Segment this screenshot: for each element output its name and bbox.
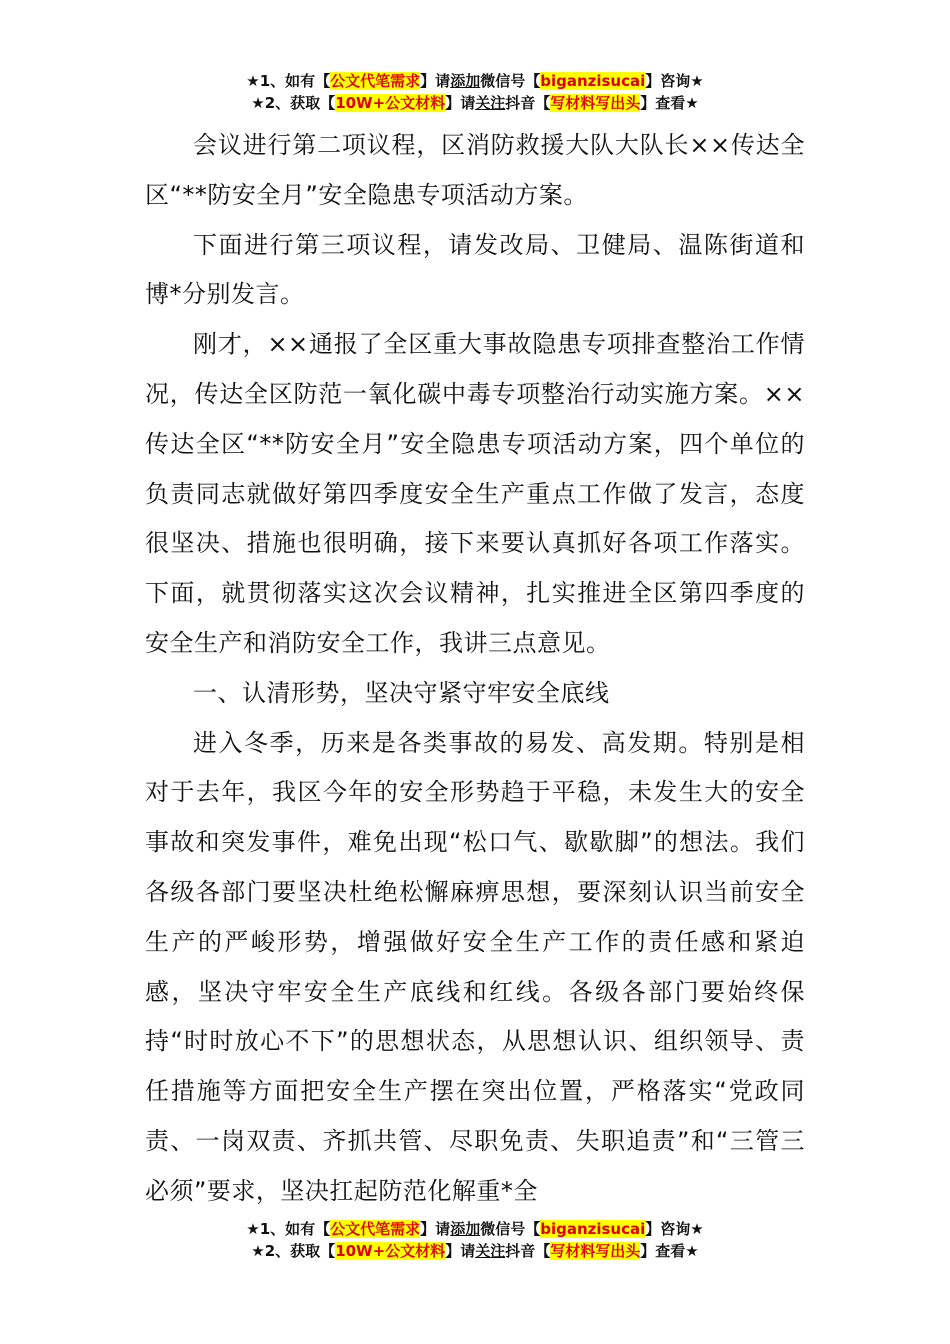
promo-line-1 (0, 1218, 950, 1240)
promo-text: 抖音【 (505, 94, 551, 112)
promo-line-1 (0, 70, 950, 92)
promo-highlight: 10W+公文材料 (335, 1242, 446, 1260)
promo-highlight: 写材料写出头 (550, 94, 641, 112)
paragraph-3: 刚才，××通报了全区重大事故隐患专项排查整治工作情况，传达全区防范一氧化碳中毒专项整治行动实施方案。××传达全区“**防安全月”安全隐患专项活动方案，四个单位的负责同志就做好第四季度安全生产重点工作做了发言，态度很坚决、措施也很明确，接下来要认真抓好各项工作落实。下面，就贯彻落实这次会议精神，扎实推进全区第四季度的安全生产和消防安全工作，我讲三点意见。 (145, 330, 805, 657)
paragraph-4: 进入冬季，历来是各类事故的易发、高发期。特别是相对于去年，我区今年的安全形势趋于平稳，未发生大的安全事故和突发事件，难免出现“松口气、歇歇脚”的想法。我们各级各部门要坚决杜绝松懈麻痹思想，要深刻认识当前安全生产的严峻形势，增强做好安全生产工作的责任感和紧迫感，坚决守牢安全生产底线和红线。各级各部门要始终保持“时时放心不下”的思想状态，从思想认识、组织领导、责任措施等方面把安全生产摆在突出位置，严格落实“党政同责、一岗双责、齐抓共管、尽职免责、失职追责”和“三管三必须”要求，坚决扛起防范化解重*全 (145, 728, 805, 1205)
section-heading-1: 一、认清形势，坚决守紧守牢安全底线 (193, 678, 610, 707)
promo-text: 微信号【 (480, 1220, 541, 1238)
promo-underlined: 关注 (475, 1242, 506, 1260)
promo-highlight: 公文代笔需求 (330, 1220, 421, 1238)
promo-text: 】请 (420, 1220, 451, 1238)
promo-text: ★1、如有【 (246, 72, 331, 90)
promo-text: 】咨询★ (645, 72, 704, 90)
promo-line-2 (0, 92, 950, 114)
promo-highlight: biganzisucai (540, 72, 646, 90)
promo-text: 】查看★ (640, 94, 699, 112)
promo-text: ★2、获取【 (251, 94, 336, 112)
promo-text: 】请 (445, 94, 476, 112)
promo-highlight: 公文代笔需求 (330, 72, 421, 90)
top-promo-banner (0, 70, 950, 114)
document-body (145, 121, 805, 1217)
promo-text: 】请 (445, 1242, 476, 1260)
promo-highlight: biganzisucai (540, 1220, 646, 1238)
promo-underlined: 关注 (475, 94, 506, 112)
bottom-promo-banner (0, 1218, 950, 1262)
promo-text: ★1、如有【 (246, 1220, 331, 1238)
promo-text: ★2、获取【 (251, 1242, 336, 1260)
promo-highlight: 10W+公文材料 (335, 94, 446, 112)
paragraph-2: 下面进行第三项议程，请发改局、卫健局、温陈街道和博*分别发言。 (145, 230, 805, 309)
promo-highlight: 写材料写出头 (550, 1242, 641, 1260)
paragraph-1: 会议进行第二项议程，区消防救援大队大队长××传达全区“**防安全月”安全隐患专项活动方案。 (145, 131, 805, 209)
promo-text: 】查看★ (640, 1242, 699, 1260)
promo-text: 】请 (420, 72, 451, 90)
promo-underlined: 添加 (450, 1220, 481, 1238)
promo-text: 】咨询★ (645, 1220, 704, 1238)
promo-text: 抖音【 (505, 1242, 551, 1260)
promo-line-2 (0, 1240, 950, 1262)
promo-underlined: 添加 (450, 72, 481, 90)
promo-text: 微信号【 (480, 72, 541, 90)
